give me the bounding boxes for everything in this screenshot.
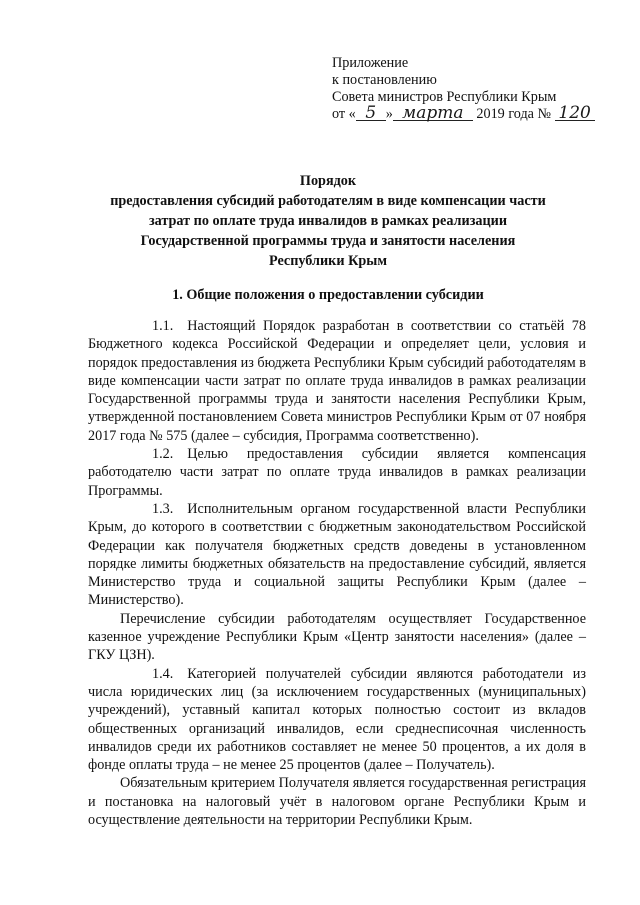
paragraph-number: 1.4. bbox=[152, 665, 174, 682]
title-line-1: Порядок bbox=[299, 173, 357, 189]
title-line-3: затрат по оплате труда инвалидов в рамках реализации bbox=[148, 213, 508, 229]
paragraph-1-1 bbox=[88, 317, 586, 445]
appendix-block bbox=[332, 55, 595, 123]
paragraph-number: 1.3. bbox=[152, 500, 174, 517]
document-body bbox=[88, 317, 586, 829]
section-heading: 1. Общие положения о предоставлении субсидии bbox=[172, 287, 484, 303]
title-line-2: предоставления субсидий работодателям в виде компенсации части bbox=[110, 193, 546, 209]
paragraph-number: 1.1. bbox=[152, 318, 174, 334]
paragraph-text: Категорией получателей субсидии являются работодатели из числа юридических лиц (за исключением государственных (муниципальных) учреждений), уставный капитал которых полностью состоит из вкладов общественных организаций инвалидов, если среднесписочная численность инвалидов среди их работников составляет не менее 50 процентов, а их доля в фонде оплаты труда – не менее 25 процентов (далее – Получатель). bbox=[88, 665, 586, 774]
paragraph-1-2 bbox=[88, 445, 586, 500]
handwritten-month: марта bbox=[393, 106, 473, 121]
appendix-to-resolution: к постановлению bbox=[332, 72, 437, 88]
handwritten-day: 5 bbox=[356, 106, 386, 121]
document-title bbox=[88, 171, 568, 271]
paragraph-text: Перечисление субсидии работодателям осуществляет Государственное казенное учреждение Республики Крым «Центр занятости населения» (далее – ГКУ ЦЗН). bbox=[88, 610, 586, 664]
handwritten-doc-number: 120 bbox=[555, 106, 595, 121]
paragraph-text: Обязательным критерием Получателя является государственная регистрация и постановка на налоговый учёт в налоговом органе Республики Крым и осуществление деятельности на территории Республики Крым. bbox=[88, 775, 586, 829]
date-prefix: от « bbox=[332, 106, 356, 122]
appendix-issuer: Совета министров Республики Крым bbox=[332, 89, 557, 105]
paragraph-1-3 bbox=[88, 500, 586, 610]
paragraph-criterion bbox=[88, 774, 586, 829]
date-mid: » bbox=[385, 106, 393, 122]
paragraph-text: Целью предоставления субсидии является компенсация работодателю части затрат по оплате труда инвалидов в рамках реализации Программы. bbox=[88, 446, 586, 499]
paragraph-transfer bbox=[88, 610, 586, 665]
paragraph-text: Настоящий Порядок разработан в соответствии со статьёй 78 Бюджетного кодекса Российской Федерации и определяет цели, условия и порядок предоставления из бюджета Республики Крым субсидий работодателям в виде компенсации части затрат по оплате труда инвалидов в рамках реализации Государственной программы труда и занятости населения Республики Крым, утвержденной постановлением Совета министров Республики Крым от 07 ноября 2017 года № 575 (далее – субсидия, Программа соответственно). bbox=[88, 318, 586, 444]
title-line-5: Республики Крым bbox=[268, 253, 388, 269]
paragraph-1-4 bbox=[88, 665, 586, 775]
appendix-date-line bbox=[332, 103, 595, 123]
title-line-4: Государственной программы труда и занятости населения bbox=[140, 233, 516, 249]
appendix-label: Приложение bbox=[332, 55, 409, 71]
paragraph-number: 1.2. bbox=[152, 446, 174, 463]
paragraph-text: Исполнительным органом государственной власти Республики Крым, до которого в соответствии с бюджетным законодательством Российской Федерации как получателя бюджетных средств доведены в установленном порядке лимиты бюджетных обязательств на предоставление субсидий, является Министерство труда и социальной защиты Республики Крым (далее – Министерство). bbox=[88, 500, 586, 609]
date-year: 2019 года № bbox=[476, 106, 552, 122]
